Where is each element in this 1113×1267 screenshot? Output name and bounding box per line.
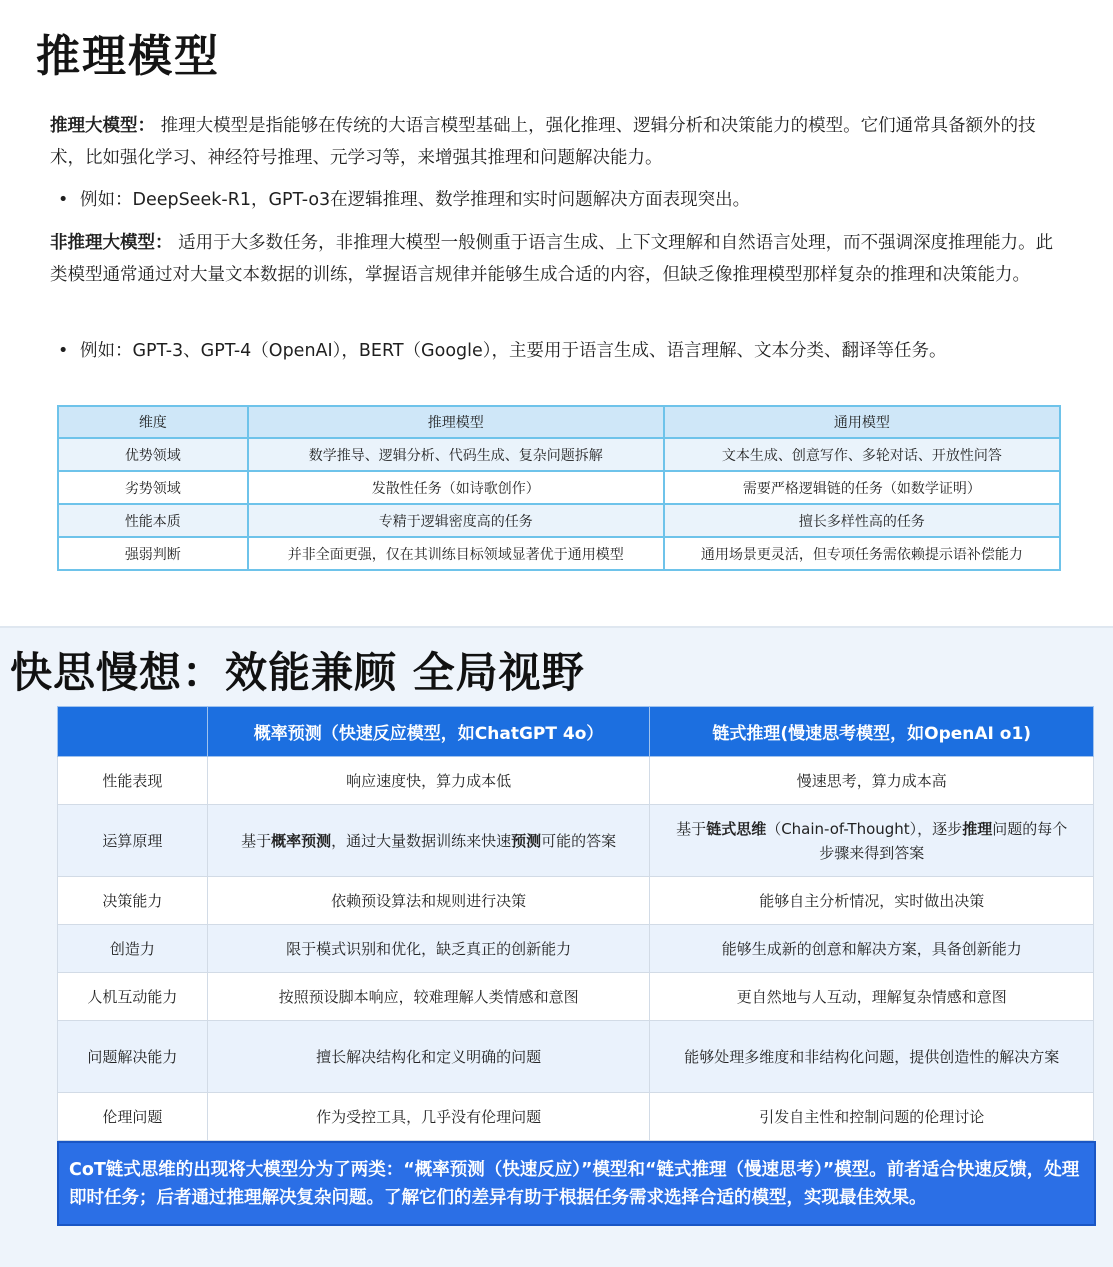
table-cell: 慢速思考，算力成本高 [650, 757, 1094, 805]
table-cell: 限于模式识别和优化，缺乏真正的创新能力 [207, 925, 650, 973]
emphasis-text: 链式思维 [706, 819, 767, 838]
table-cell: 能够自主分析情况，实时做出决策 [650, 877, 1094, 925]
table-cell: 能够生成新的创意和解决方案，具备创新能力 [650, 925, 1094, 973]
table-cell: 并非全面更强，仅在其训练目标领域显著优于通用模型 [248, 537, 664, 570]
comparison-table [57, 405, 1061, 571]
row-label: 伦理问题 [58, 1093, 208, 1141]
table-cell: 依赖预设算法和规则进行决策 [207, 877, 650, 925]
table-header-row [58, 707, 1094, 757]
summary-callout: CoT链式思维的出现将大模型分为了两类：“概率预测（快速反应）”模型和“链式推理（慢速思考）”模型。前者适合快速反馈，处理即时任务；后者通过推理解决复杂问题。了解它们的差异有助于根据任务需求选择合适的模型，实现最佳效果。 [57, 1141, 1096, 1226]
text-run: （Chain-of-Thought），逐步 [766, 819, 963, 838]
table-header: 概率预测（快速反应模型，如ChatGPT 4o） [207, 707, 650, 757]
row-label: 决策能力 [58, 877, 208, 925]
row-label: 人机互动能力 [58, 973, 208, 1021]
table-row [58, 973, 1094, 1021]
table-cell: 擅长多样性高的任务 [664, 504, 1060, 537]
table-cell: 引发自主性和控制问题的伦理讨论 [650, 1093, 1094, 1141]
bullet-item [58, 335, 1090, 367]
table-cell: 能够处理多维度和非结构化问题，提供创造性的解决方案 [650, 1021, 1094, 1093]
table-row [58, 805, 1094, 877]
fast-slow-comparison-table [57, 706, 1094, 1141]
table-row [58, 757, 1094, 805]
table-header: 推理模型 [248, 406, 664, 438]
table-cell: 作为受控工具，几乎没有伦理问题 [207, 1093, 650, 1141]
emphasis-text: 预测 [511, 831, 542, 850]
definition-label: 推理大模型： [50, 116, 155, 136]
table-cell: 需要严格逻辑链的任务（如数学证明） [664, 471, 1060, 504]
table-cell: 劣势领域 [58, 471, 248, 504]
definition-text: 适用于大多数任务，非推理大模型一般侧重于语言生成、上下文理解和自然语言处理，而不强调深度推理能力。此类模型通常通过对大量文本数据的训练，掌握语言规律并能够生成合适的内容，但缺乏像推理模型那样复杂的推理和决策能力。 [50, 233, 1054, 285]
table-cell: 更自然地与人互动，理解复杂情感和意图 [650, 973, 1094, 1021]
table-cell [207, 805, 650, 877]
definition-label: 非推理大模型： [50, 233, 173, 253]
definition-text: 推理大模型是指能够在传统的大语言模型基础上，强化推理、逻辑分析和决策能力的模型。它们通常具备额外的技术，比如强化学习、神经符号推理、元学习等，来增强其推理和问题解决能力。 [50, 116, 1036, 168]
bullet-dot: • [58, 190, 69, 210]
table-row [58, 925, 1094, 973]
page-title: 推理模型 [36, 31, 220, 82]
bullet-text: 例如：DeepSeek-R1，GPT-o3在逻辑推理、数学推理和实时问题解决方面表现突出。 [80, 190, 751, 210]
row-label: 性能表现 [58, 757, 208, 805]
reasoning-model-section [0, 0, 1113, 626]
reasoning-model-definition [50, 110, 1070, 174]
table-row [58, 537, 1060, 570]
emphasis-text: 概率预测 [271, 831, 332, 850]
table-cell: 文本生成、创意写作、多轮对话、开放性问答 [664, 438, 1060, 471]
table-cell: 优势领域 [58, 438, 248, 471]
table-cell: 擅长解决结构化和定义明确的问题 [207, 1021, 650, 1093]
row-label: 问题解决能力 [58, 1021, 208, 1093]
table-cell: 数学推导、逻辑分析、代码生成、复杂问题拆解 [248, 438, 664, 471]
text-run: 问题的每个步骤来得到答案 [819, 819, 1068, 862]
table-header: 通用模型 [664, 406, 1060, 438]
table-row [58, 504, 1060, 537]
bullet-item [58, 184, 1090, 216]
text-run: 可能的答案 [541, 831, 617, 850]
row-label: 运算原理 [58, 805, 208, 877]
fast-slow-thinking-section [0, 626, 1113, 1267]
table-cell: 按照预设脚本响应，较难理解人类情感和意图 [207, 973, 650, 1021]
table-cell: 响应速度快，算力成本低 [207, 757, 650, 805]
bullet-dot: • [58, 341, 69, 361]
table-row [58, 438, 1060, 471]
table-cell: 强弱判断 [58, 537, 248, 570]
table-row [58, 1093, 1094, 1141]
table-cell [650, 805, 1094, 877]
table-header-row [58, 406, 1060, 438]
table-cell: 专精于逻辑密度高的任务 [248, 504, 664, 537]
text-run: 基于 [241, 831, 272, 850]
emphasis-text: 推理 [962, 819, 993, 838]
non-reasoning-model-definition [50, 227, 1070, 291]
bullet-text: 例如：GPT-3、GPT-4（OpenAI），BERT（Google），主要用于语言生成、语言理解、文本分类、翻译等任务。 [80, 341, 947, 361]
table-row [58, 877, 1094, 925]
table-row [58, 1021, 1094, 1093]
table-header-empty [58, 707, 208, 757]
table-row [58, 471, 1060, 504]
section-title: 快思慢想：效能兼顾 全局视野 [10, 648, 585, 697]
table-cell: 发散性任务（如诗歌创作） [248, 471, 664, 504]
table-header: 维度 [58, 406, 248, 438]
table-cell: 通用场景更灵活，但专项任务需依赖提示语补偿能力 [664, 537, 1060, 570]
text-run: ，通过大量数据训练来快速 [331, 831, 512, 850]
text-run: 基于 [676, 819, 707, 838]
row-label: 创造力 [58, 925, 208, 973]
table-header: 链式推理(慢速思考模型，如OpenAI o1) [650, 707, 1094, 757]
table-cell: 性能本质 [58, 504, 248, 537]
